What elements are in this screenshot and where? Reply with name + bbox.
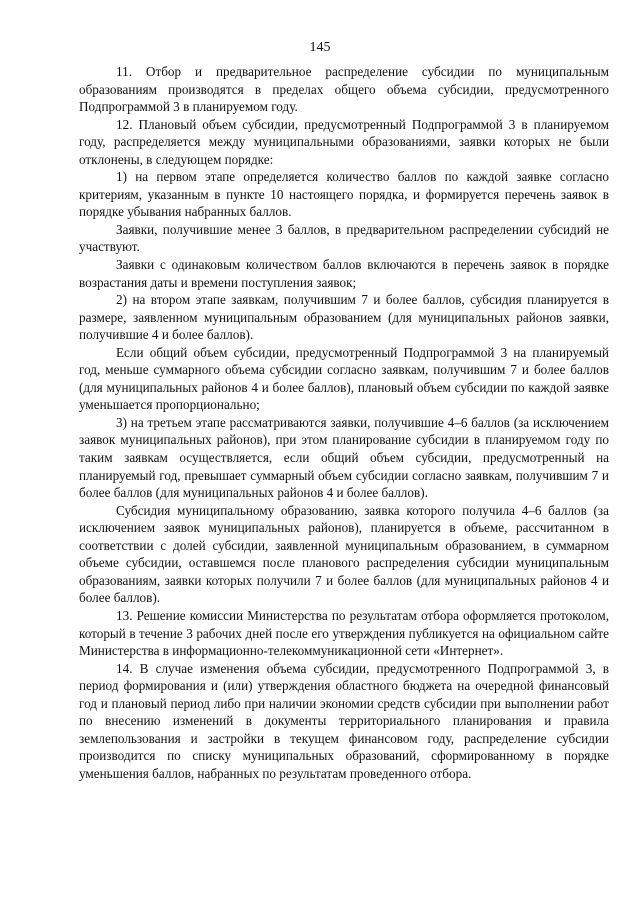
paragraph-stage-1: 1) на первом этапе определяется количество баллов по каждой заявке согласно критериям, указанным в пункте 10 настоящего порядка, и формируется перечень заявок в порядке убывания набранных баллов. [79, 169, 609, 220]
paragraph-equal-score-ordering: Заявки с одинаковым количеством баллов включаются в перечень заявок в порядке возрастания даты и времени поступления заявок; [79, 257, 609, 290]
page-number: 145 [309, 40, 331, 55]
paragraph-13-commission-decision: 13. Решение комиссии Министерства по результатам отбора оформляется протоколом, который в течение 3 рабочих дней после его утверждения публикуется на официальном сайте Министерства в информационно-телекоммуникационной сети «Интернет». [79, 607, 609, 659]
paragraph-proportional-reduction: Если общий объем субсидии, предусмотренный Подпрограммой 3 на планируемый год, меньше суммарного объема субсидии согласно заявкам, получившим 7 и более баллов (для муниципальных районов 4 и более баллов), плановый объем субсидии по каждой заявке уменьшается пропорционально; [79, 344, 609, 413]
paragraph-low-score-exclusion: Заявки, получившие менее 3 баллов, в предварительном распределении субсидий не участвуют. [79, 221, 609, 255]
paragraph-11-selection: 11. Отбор и предварительное распределение субсидии по муниципальным образованиям производятся в пределах общего объема субсидии, предусмотренного Подпрограммой 3 в планируемом году. [79, 64, 609, 115]
paragraph-stage-3: 3) на третьем этапе рассматриваются заявки, получившие 4–6 баллов (за исключением заявок муниципальных районов), при этом планирование субсидии в планируемом году по таким заявкам осуществляется, если общий объем субсидии, предусмотренный на планируемый год, превышает суммарный объем субсидии согласно заявкам, получившим 7 и более баллов (для муниципальных районов 4 и более баллов). [79, 414, 609, 501]
paragraph-14-redistribution: 14. В случае изменения объема субсидии, предусмотренного Подпрограммой 3, в период формирования и (или) утверждения областного бюджета на очередной финансовый год и плановый период либо при наличии экономии средств субсидии при выполнении работ по внесению изменений в документы территориального планирования и правила землепользования и застройки в текущем финансовом году, распределение субсидии производится по списку муниципальных образований, сформированному в порядке уменьшения баллов, набранных по результатам проведенного отбора. [79, 660, 609, 781]
paragraph-12-planned-volume: 12. Плановый объем субсидии, предусмотренный Подпрограммой 3 в планируемом году, распределяется между муниципальными образованиями, заявки которых не были отклонены, в следующем порядке: [79, 116, 609, 167]
document-body [79, 63, 609, 782]
paragraph-subsidy-share: Субсидия муниципальному образованию, заявка которого получила 4–6 баллов (за исключением заявок муниципальных районов), планируется в объеме, рассчитанном в соответствии с долей субсидии, заявленной муниципальным образованием, в суммарном объеме субсидии, оставшемся после планового распределения субсидии муниципальным образованиям, заявки которых получили 7 и более баллов (для муниципальных районов 4 и более баллов). [79, 502, 609, 606]
paragraph-stage-2: 2) на втором этапе заявкам, получившим 7 и более баллов, субсидия планируется в размере, заявленном муниципальным образованием (для муниципальных районов заявки, получившие 4 и более баллов). [79, 292, 609, 343]
